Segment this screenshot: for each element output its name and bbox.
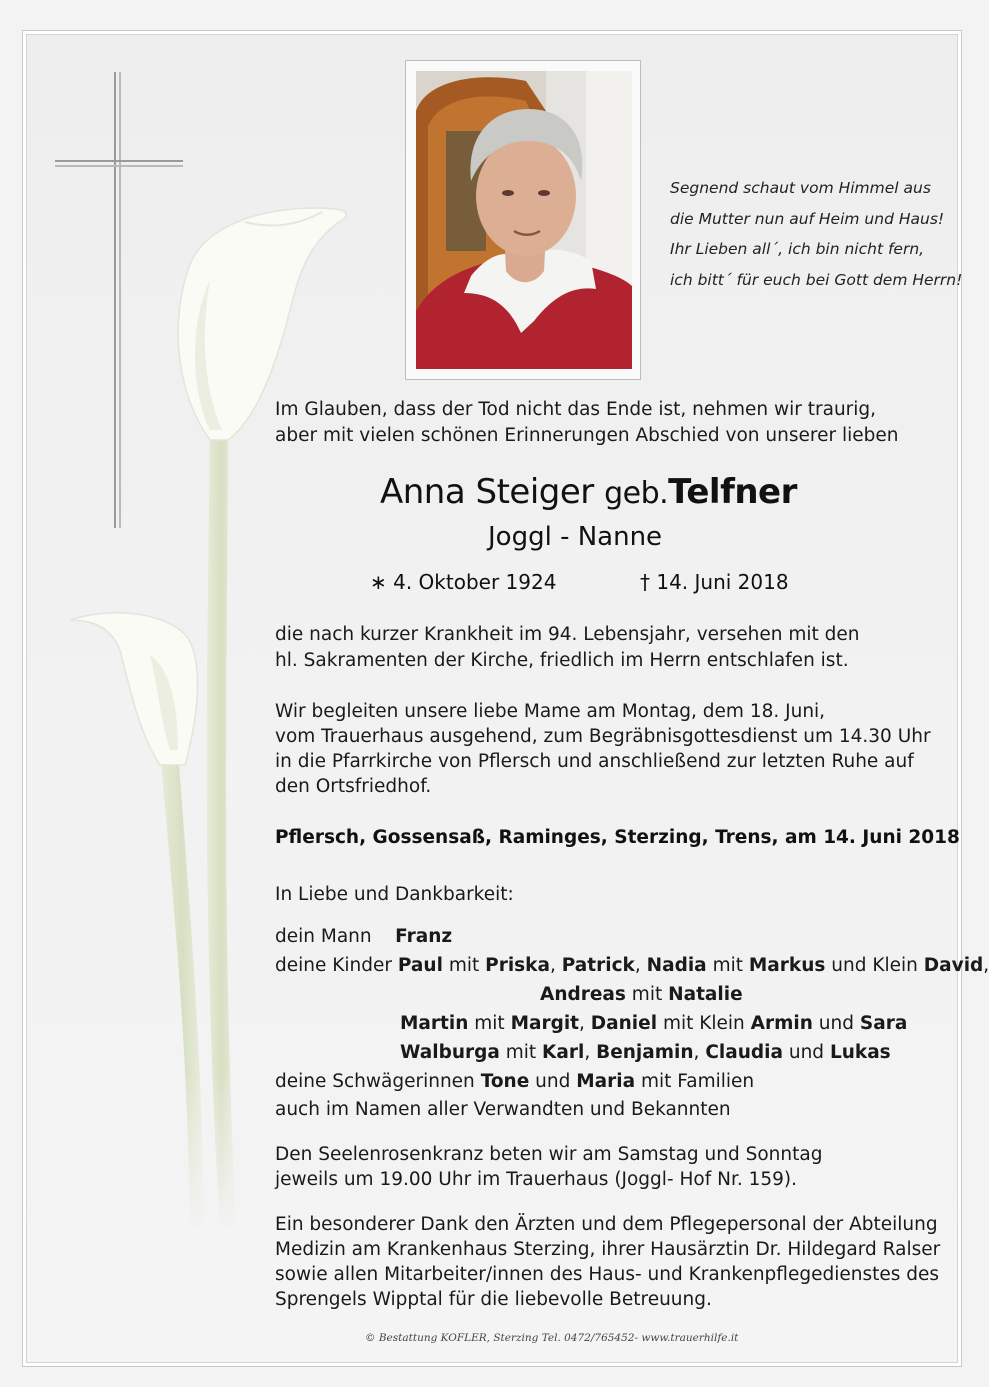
- intro-line: aber mit vielen schönen Erinnerungen Abschied von unserer lieben: [275, 425, 899, 446]
- deceased-name: [380, 472, 797, 512]
- funeral-line: Wir begleiten unsere liebe Mame am Montag, dem 18. Juni,: [275, 701, 826, 722]
- poem-line: die Mutter nun auf Heim und Haus!: [670, 209, 945, 228]
- funeral-line: vom Trauerhaus ausgehend, zum Begräbnisgottesdienst um 14.30 Uhr: [275, 726, 931, 747]
- intro-line: Im Glauben, dass der Tod nicht das Ende ist, nehmen wir traurig,: [275, 399, 877, 420]
- thanks-line: Ein besonderer Dank den Ärzten und dem Pflegepersonal der Abteilung: [275, 1214, 938, 1235]
- nickname: Joggl - Nanne: [488, 522, 663, 552]
- love-line: In Liebe und Dankbarkeit:: [275, 884, 514, 905]
- rosary-line: Den Seelenrosenkranz beten wir am Samstag und Sonntag: [275, 1144, 823, 1165]
- portrait-photo: [416, 71, 632, 369]
- thanks-line: Medizin am Krankenhaus Sterzing, ihrer Hausärztin Dr. Hildegard Ralser: [275, 1239, 941, 1260]
- family-husband: dein Mann Franz: [275, 926, 453, 947]
- thanks-line: sowie allen Mitarbeiter/innen des Haus- und Krankenpflegedienstes des: [275, 1264, 940, 1285]
- poem: [670, 173, 970, 295]
- thanks-line: Sprengels Wipptal für die liebevolle Betreuung.: [275, 1289, 712, 1310]
- funeral-line: in die Pfarrkirche von Pflersch und anschließend zur letzten Ruhe auf: [275, 751, 914, 772]
- footer-credit: © Bestattung KOFLER, Sterzing Tel. 0472/765452- www.trauerhilfe.it: [365, 1332, 739, 1344]
- poem-line: Segnend schaut vom Himmel aus: [670, 179, 931, 197]
- geb-label: geb.: [604, 476, 669, 511]
- family-kids-line2: Andreas mit Natalie: [540, 984, 743, 1005]
- poem-line: Ihr Lieben all´, ich bin nicht fern,: [670, 240, 925, 258]
- family-sisters: deine Schwägerinnen Tone und Maria mit Familien: [275, 1071, 755, 1092]
- death-line: hl. Sakramenten der Kirche, friedlich im Herrn entschlafen ist.: [275, 650, 849, 671]
- funeral-line: den Ortsfriedhof.: [275, 776, 432, 797]
- death-date: † 14. Juni 2018: [640, 570, 789, 594]
- place-date: Pflersch, Gossensaß, Raminges, Sterzing, Trens, am 14. Juni 2018: [275, 827, 960, 848]
- birth-date: ∗ 4. Oktober 1924: [370, 570, 557, 594]
- family-relatives: auch im Namen aller Verwandten und Bekannten: [275, 1099, 731, 1120]
- poem-line: ich bitt´ für euch bei Gott dem Herrn!: [670, 270, 963, 289]
- family-kids-line4: Walburga mit Karl, Benjamin, Claudia und Lukas: [400, 1042, 891, 1063]
- family-kids-line3: Martin mit Margit, Daniel mit Klein Armin und Sara: [400, 1013, 908, 1034]
- rosary-line: jeweils um 19.00 Uhr im Trauerhaus (Joggl- Hof Nr. 159).: [275, 1169, 798, 1190]
- portrait-frame: [405, 60, 641, 380]
- family-kids-line1: deine Kinder Paul mit Priska, Patrick, Nadia mit Markus und Klein David,: [275, 955, 989, 976]
- maiden-name: Telfner: [668, 472, 797, 512]
- death-line: die nach kurzer Krankheit im 94. Lebensjahr, versehen mit den: [275, 624, 860, 645]
- deceased-first-last: Anna Steiger: [380, 472, 594, 512]
